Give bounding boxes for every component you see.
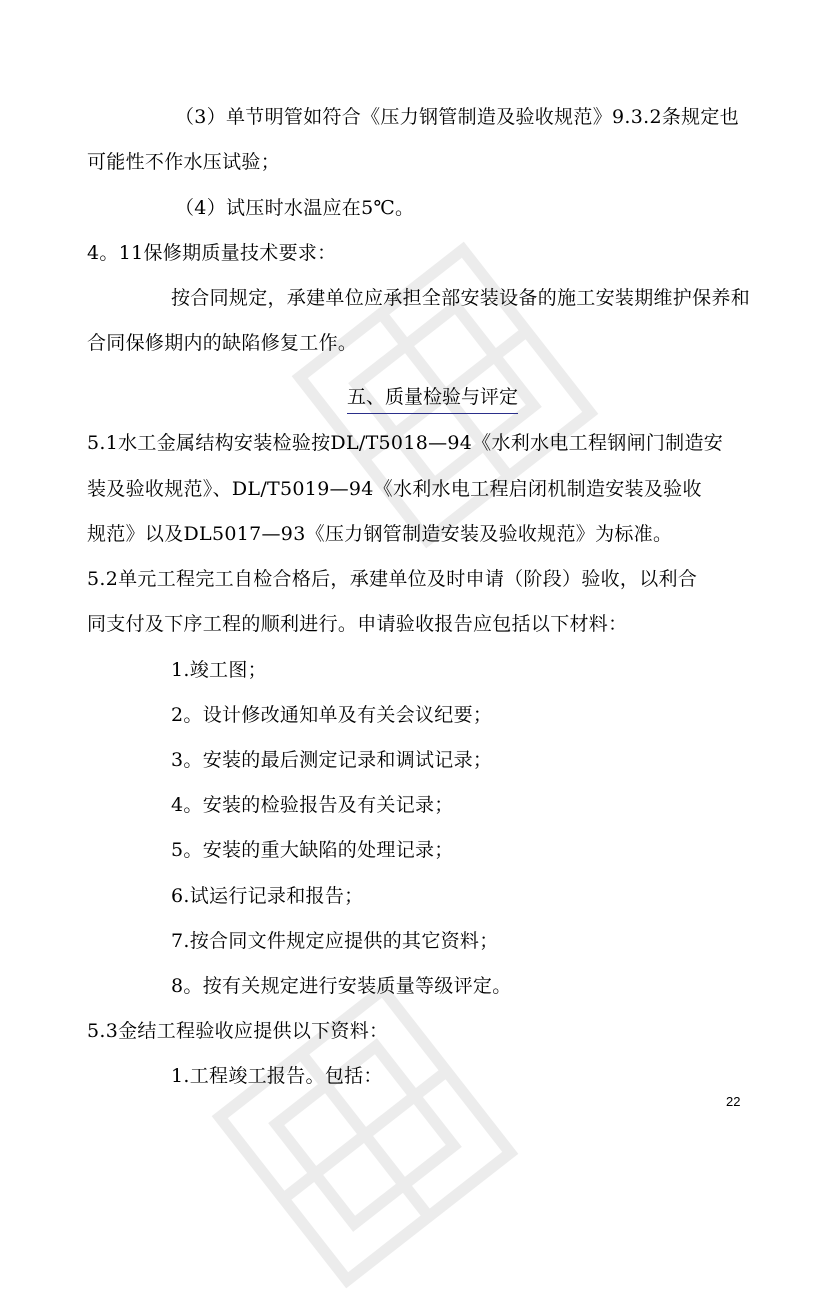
section-heading: 五、质量检验与评定 bbox=[347, 385, 518, 414]
list-item: 4。安装的检验报告及有关记录； bbox=[171, 794, 454, 816]
subsection-title: 4。11保修期质量技术要求： bbox=[87, 242, 337, 264]
paragraph-line: 规范》以及DL5017—93《压力钢管制造安装及验收规范》为标准。 bbox=[87, 523, 673, 545]
page-number: 22 bbox=[726, 1094, 741, 1109]
list-item: 1.工程竣工报告。包括： bbox=[171, 1065, 383, 1087]
paragraph-line: 合同保修期内的缺陷修复工作。 bbox=[87, 332, 358, 354]
paragraph-line: （3）单节明管如符合《压力钢管制造及验收规范》9.3.2条规定也 bbox=[175, 106, 740, 128]
list-item: 5。安装的重大缺陷的处理记录； bbox=[171, 839, 454, 861]
paragraph-line: 5.1水工金属结构安装检验按DL/T5018—94《水利水电工程钢闸门制造安 bbox=[87, 432, 724, 454]
paragraph-line: 装及验收规范》、DL/T5019—94《水利水电工程启闭机制造安装及验收 bbox=[87, 478, 702, 500]
paragraph-line: 同支付及下序工程的顺利进行。申请验收报告应包括以下材料： bbox=[87, 613, 628, 635]
subsection-title: 5.3金结工程验收应提供以下资料： bbox=[87, 1020, 389, 1042]
paragraph-line: （4）试压时水温应在5℃。 bbox=[175, 197, 415, 219]
paragraph-line: 可能性不作水压试验； bbox=[87, 151, 281, 173]
list-item: 2。设计修改通知单及有关会议纪要； bbox=[171, 704, 493, 726]
list-item: 8。按有关规定进行安装质量等级评定。 bbox=[171, 975, 512, 997]
list-item: 6.试运行记录和报告； bbox=[171, 885, 364, 907]
list-item: 3。安装的最后测定记录和调试记录； bbox=[171, 749, 493, 771]
list-item: 7.按合同文件规定应提供的其它资料； bbox=[171, 930, 499, 952]
paragraph-line: 5.2单元工程完工自检合格后，承建单位及时申请（阶段）验收，以利合 bbox=[87, 568, 698, 590]
paragraph-line: 按合同规定，承建单位应承担全部安装设备的施工安装期维护保养和 bbox=[171, 287, 751, 309]
list-item: 1.竣工图； bbox=[171, 659, 267, 681]
